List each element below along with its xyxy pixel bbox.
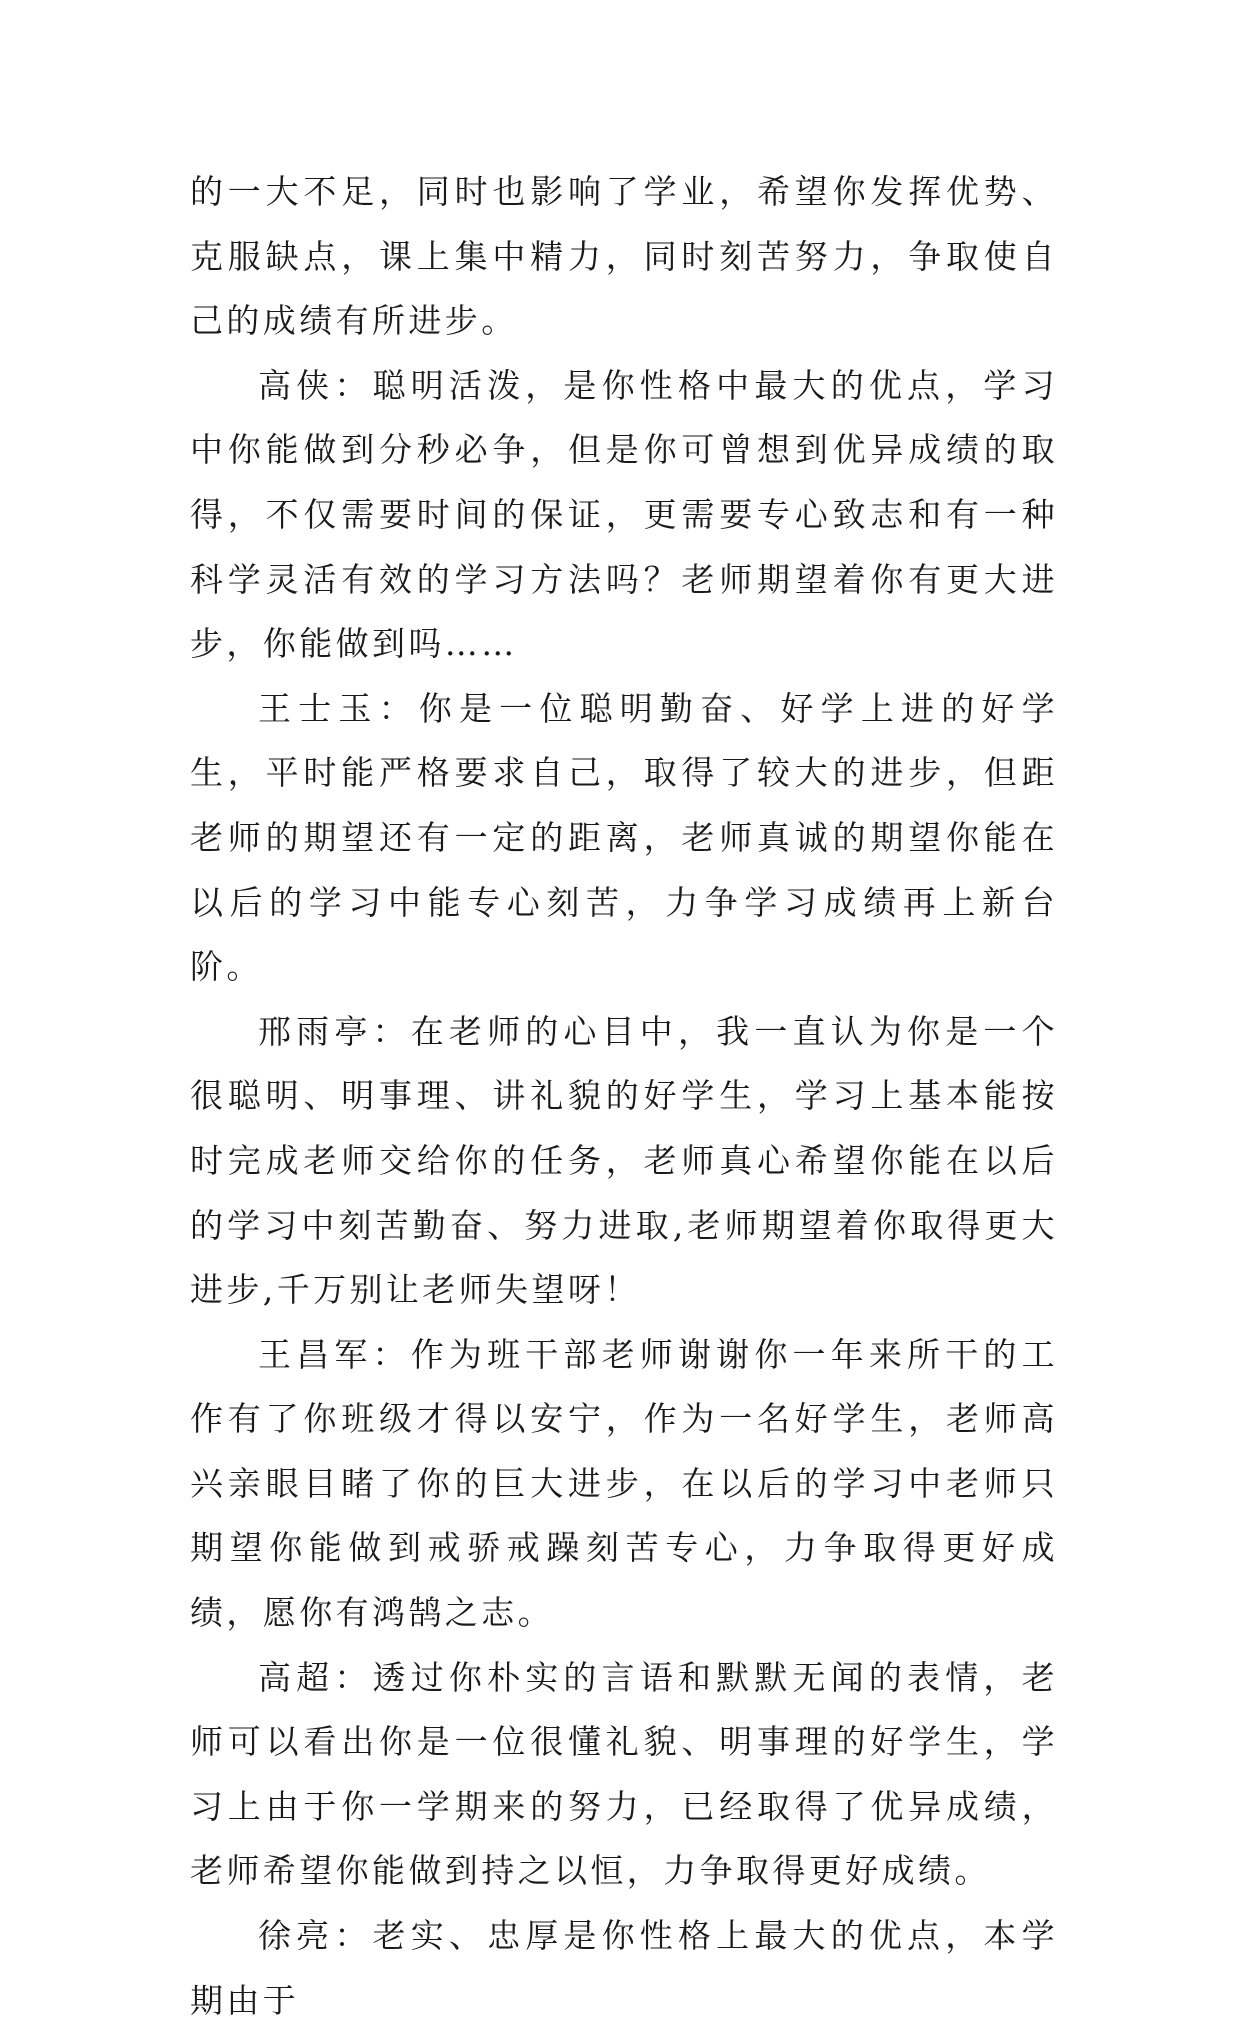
paragraph-xing-yuting: 邢雨亭：在老师的心目中，我一直认为你是一个很聪明、明事理、讲礼貌的好学生，学习上基本能按时完成老师交给你的任务，老师真心希望你能在以后的学习中刻苦勤奋、努力进取,老师期望着你取得更大进步,千万别让老师失望呀！: [190, 1011, 1058, 1310]
paragraph-gao-xia: 高侠：聪明活泼，是你性格中最大的优点，学习中你能做到分秒必争，但是你可曾想到优异成绩的取得，不仅需要时间的保证，更需要专心致志和有一种科学灵活有效的学习方法吗？老师期望着你有更大进步，你能做到吗……: [190, 365, 1058, 664]
paragraph-gao-chao: 高超：透过你朴实的言语和默默无闻的表情，老师可以看出你是一位很懂礼貌、明事理的好学生，学习上由于你一学期来的努力，已经取得了优异成绩，老师希望你能做到持之以恒，力争取得更好成绩。: [190, 1657, 1058, 1891]
paragraph-wang-changjun: 王昌军：作为班干部老师谢谢你一年来所干的工作有了你班级才得以安宁，作为一名好学生，老师高兴亲眼目睹了你的巨大进步，在以后的学习中老师只期望你能做到戒骄戒躁刻苦专心，力争取得更好成绩，愿你有鸿鹄之志。: [190, 1334, 1058, 1633]
document-body: [190, 160, 1058, 2033]
paragraph-xu-liang: 徐亮：老实、忠厚是你性格上最大的优点，本学期由于: [190, 1916, 1058, 2020]
paragraph-continuation: 的一大不足，同时也影响了学业，希望你发挥优势、克服缺点，课上集中精力，同时刻苦努力，争取使自己的成绩有所进步。: [190, 172, 1058, 341]
paragraph-wang-shiyu: 王士玉：你是一位聪明勤奋、好学上进的好学生，平时能严格要求自己，取得了较大的进步，但距老师的期望还有一定的距离，老师真诚的期望你能在以后的学习中能专心刻苦，力争学习成绩再上新台阶。: [190, 688, 1058, 987]
